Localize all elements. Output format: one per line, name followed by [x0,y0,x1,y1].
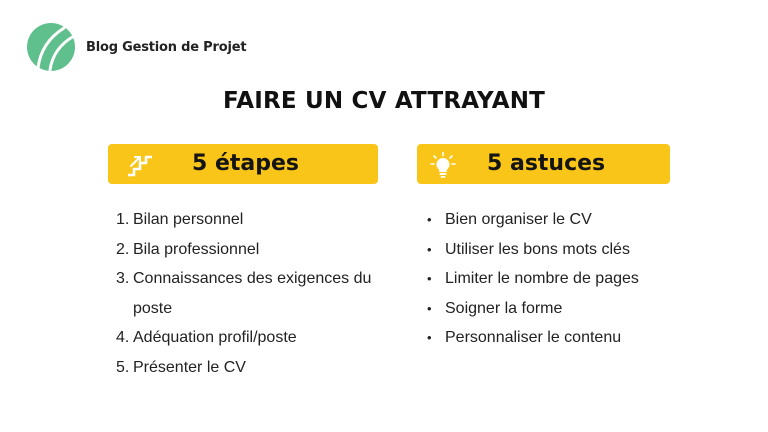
list-item [116,323,396,353]
list-item [427,235,727,265]
list-item [116,264,396,323]
tip-text: Bien organiser le CV [445,211,592,228]
steps-heading: 5 étapes [192,151,300,176]
step-text: Connaissances des exigences du poste [133,270,372,317]
steps-list [116,205,396,382]
list-item [427,323,727,353]
step-text: Présenter le CV [133,358,246,376]
tip-text: Limiter le nombre de pages [445,270,639,287]
leaf-logo-icon [24,22,78,72]
tip-text: Soigner la forme [445,299,563,317]
step-number: 2. [116,240,130,258]
page-title: FAIRE UN CV ATTRAYANT [222,88,546,114]
bullet-icon: • [427,212,432,227]
tips-header [417,144,670,184]
step-text: Adéquation profil/poste [133,329,297,346]
step-text: Bila professionnel [133,240,260,258]
bullet-icon: • [427,271,432,286]
step-number: 3. [116,270,130,287]
brand [24,22,246,72]
list-item [116,205,396,235]
list-item [116,235,396,265]
tips-list [427,205,727,353]
lightbulb-icon [429,151,457,179]
tips-heading: 5 astuces [487,151,606,176]
tip-text: Personnaliser le contenu [445,329,622,346]
list-item [427,294,727,324]
step-text: Bilan personnel [133,211,244,228]
step-number: 5. [116,358,130,376]
list-item [427,205,727,235]
bullet-icon: • [427,330,432,345]
steps-header [108,144,378,184]
step-number: 4. [116,329,130,346]
tip-text: Utiliser les bons mots clés [445,240,630,258]
stairs-arrow-icon [126,151,154,179]
list-item [116,353,396,383]
bullet-icon: • [427,300,432,316]
list-item [427,264,727,294]
brand-name: Blog Gestion de Projet [86,39,247,55]
bullet-icon: • [427,241,432,257]
step-number: 1. [116,211,130,228]
